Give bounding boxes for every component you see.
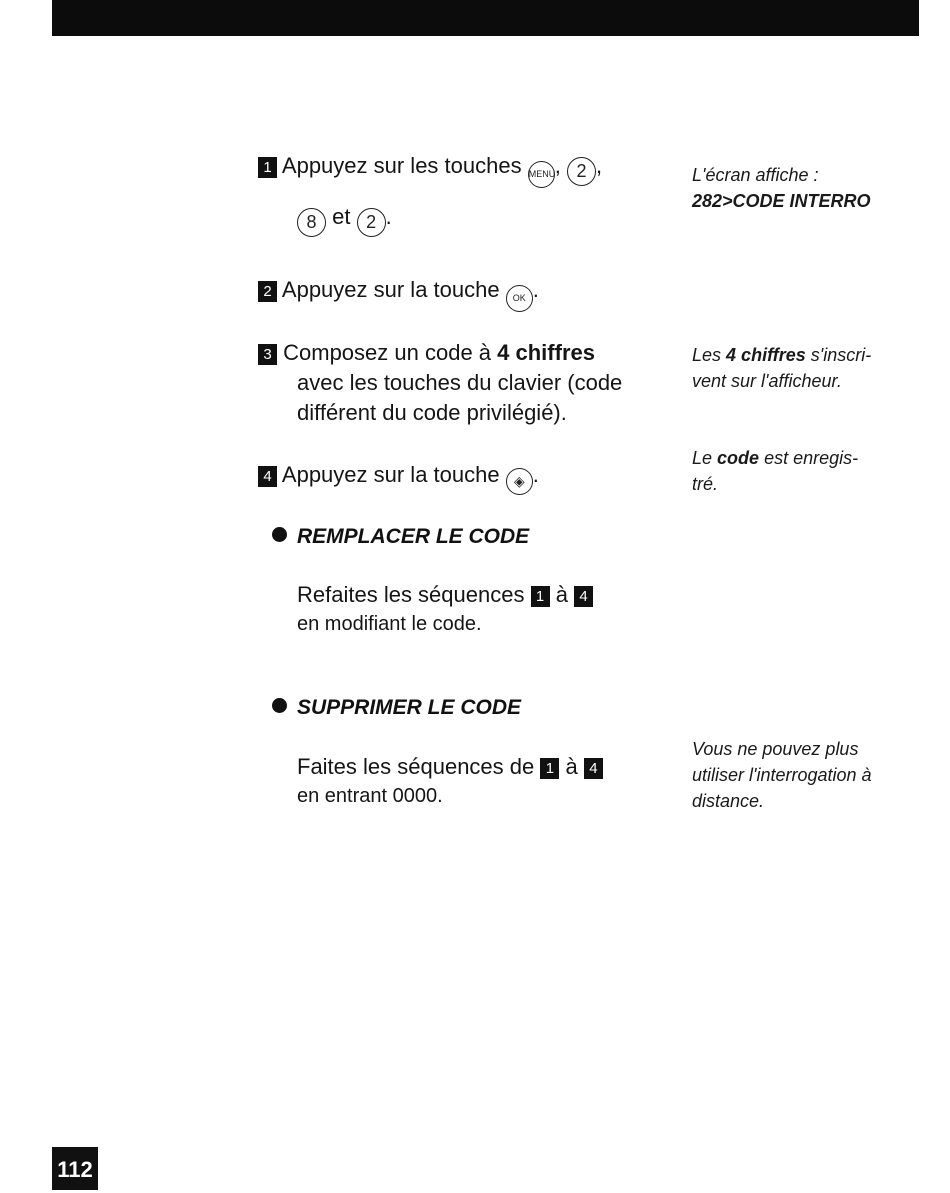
step-number-4: 4 bbox=[258, 466, 277, 487]
step-1-line-2: 8 et 2 . bbox=[297, 202, 392, 237]
section-delete-body bbox=[297, 752, 603, 810]
replace-a: à bbox=[555, 582, 568, 607]
step-3-text-b: avec les touches du clavier (code bbox=[297, 370, 623, 395]
delete-note-a: Vous ne pouvez plus bbox=[692, 739, 859, 759]
delete-note bbox=[692, 736, 872, 814]
delete-to-badge: 4 bbox=[584, 758, 603, 779]
replace-line-2: en modifiant le code. bbox=[297, 613, 482, 635]
step-3-note-a: Les bbox=[692, 345, 722, 365]
step-2-text: Appuyez sur la touche bbox=[281, 277, 500, 302]
step-4-note bbox=[692, 445, 858, 497]
step-4-note-c: tré. bbox=[692, 474, 719, 494]
step-3 bbox=[258, 338, 622, 428]
step-2: 2 Appuyez sur la touche OK . bbox=[258, 275, 539, 312]
step-4-note-a: Le bbox=[692, 448, 713, 468]
step-4: 4 Appuyez sur la touche ◈ . bbox=[258, 460, 539, 495]
delete-note-b: utiliser l'interrogation à bbox=[692, 765, 872, 785]
step-3-note bbox=[692, 342, 871, 394]
delete-note-c: distance. bbox=[692, 791, 765, 811]
bullet-icon bbox=[272, 698, 287, 713]
step-1-note bbox=[692, 162, 871, 214]
section-replace-title bbox=[272, 523, 529, 551]
ok-key-icon: OK bbox=[506, 285, 533, 312]
step-4-note-bold: code bbox=[717, 448, 760, 468]
step-3-note-c: vent sur l'afficheur. bbox=[692, 371, 842, 391]
delete-line-2: en entrant 0000. bbox=[297, 785, 443, 807]
step-1: 1 Appuyez sur les touches MENU, 2 , bbox=[258, 151, 602, 188]
step-4-note-b: est enregis- bbox=[764, 448, 859, 468]
step-number-2: 2 bbox=[258, 281, 277, 302]
section-delete-title bbox=[272, 694, 521, 722]
step-3-text-a: Composez un code à bbox=[283, 340, 492, 365]
delete-line-1: Faites les séquences de bbox=[297, 754, 535, 779]
step-3-text-c: différent du code privilégié). bbox=[297, 400, 567, 425]
page-number: 112 bbox=[52, 1147, 98, 1190]
header-bar bbox=[52, 0, 919, 36]
step-1-text: Appuyez sur les touches bbox=[281, 153, 522, 178]
bullet-icon bbox=[272, 527, 287, 542]
step-number-3: 3 bbox=[258, 344, 277, 365]
delete-a: à bbox=[565, 754, 578, 779]
step-3-note-bold: 4 chiffres bbox=[726, 345, 806, 365]
replace-to-badge: 4 bbox=[574, 586, 593, 607]
start-key-icon: ◈ bbox=[506, 468, 533, 495]
key-2-icon: 2 bbox=[567, 157, 596, 186]
step-1-note-value: 282>CODE INTERRO bbox=[692, 191, 871, 211]
step-1-et: et bbox=[332, 204, 351, 229]
replace-from-badge: 1 bbox=[531, 586, 550, 607]
replace-line-1: Refaites les séquences bbox=[297, 582, 525, 607]
step-3-bold: 4 chiffres bbox=[497, 340, 595, 365]
key-8-icon: 8 bbox=[297, 208, 326, 237]
step-number-1: 1 bbox=[258, 157, 277, 178]
menu-key-icon: MENU bbox=[528, 161, 555, 188]
delete-from-badge: 1 bbox=[540, 758, 559, 779]
section-replace-body bbox=[297, 580, 593, 638]
key-2b-icon: 2 bbox=[357, 208, 386, 237]
section-delete-title-text: SUPPRIMER LE CODE bbox=[297, 696, 522, 719]
step-1-note-label: L'écran affiche : bbox=[692, 165, 819, 185]
step-4-text: Appuyez sur la touche bbox=[281, 462, 500, 487]
section-replace-title-text: REMPLACER LE CODE bbox=[297, 525, 530, 548]
step-3-note-b: s'inscri- bbox=[810, 345, 872, 365]
